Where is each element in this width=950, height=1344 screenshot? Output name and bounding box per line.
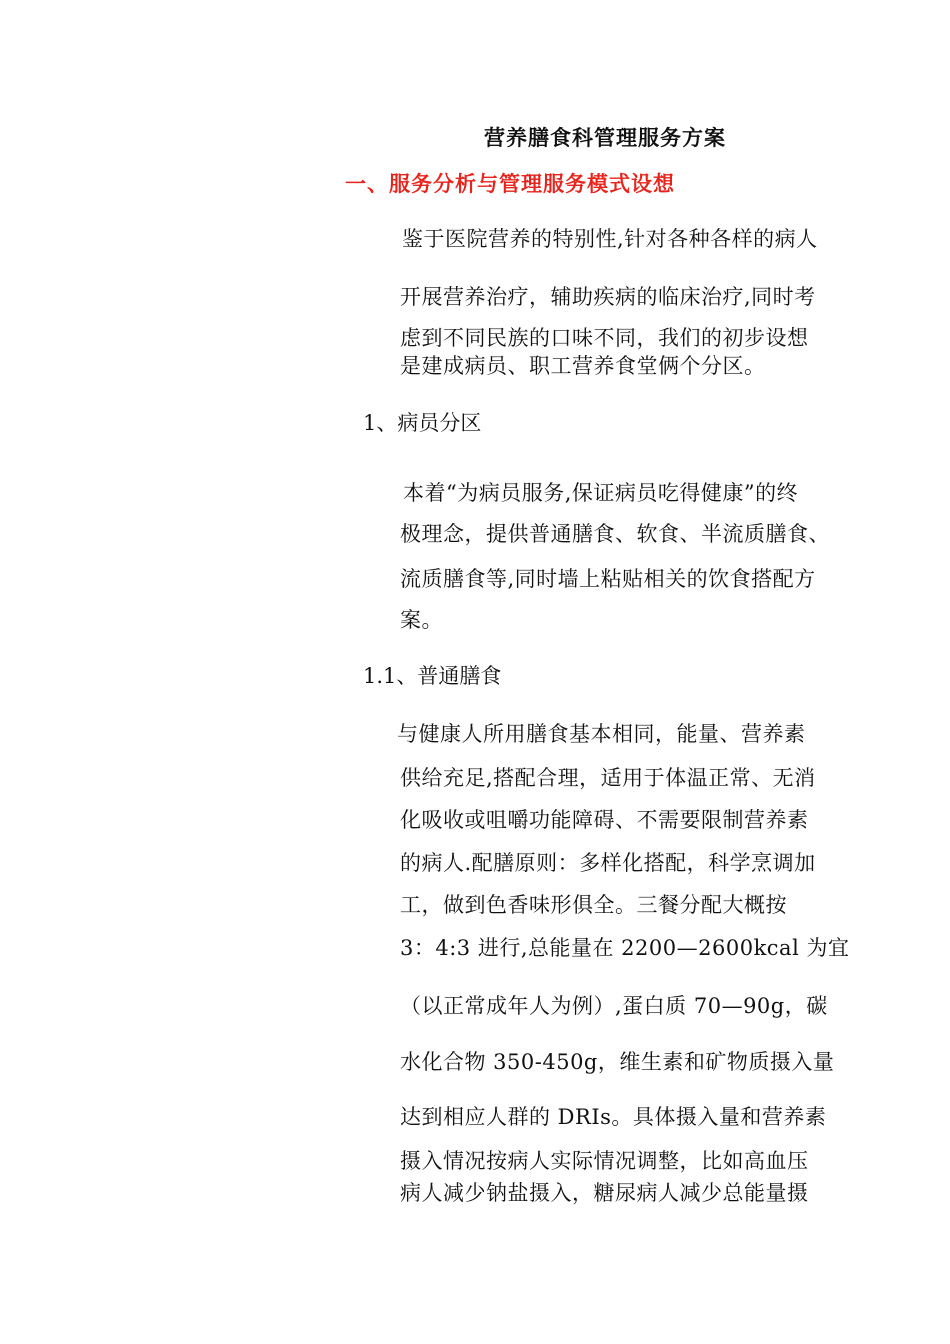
sub1-line: 极理念，提供普通膳食、软食、半流质膳食、: [400, 522, 830, 546]
sub11-line: 水化合物 350-450g，维生素和矿物质摄入量: [400, 1050, 835, 1074]
sub1-line: 案。: [400, 608, 443, 632]
sub11-line: 达到相应人群的 DRIs。具体摄入量和营养素: [400, 1105, 827, 1129]
sub11-line: 化吸收或咀嚼功能障碍、不需要限制营养素: [400, 808, 809, 832]
subsection-heading: 1.1、普通膳食: [363, 664, 502, 688]
sub11-line: 与健康人所用膳食基本相同，能量、营养素: [397, 722, 806, 746]
sub11-line: 工，做到色香味形俱全。三餐分配大概按: [400, 893, 787, 917]
sub1-line: 流质膳食等,同时墙上粘贴相关的饮食搭配方: [400, 567, 816, 591]
document-title: 营养膳食科管理服务方案: [484, 126, 726, 150]
intro-line: 鉴于医院营养的特别性,针对各种各样的病人: [402, 227, 818, 251]
subsection-heading: 1、病员分区: [363, 411, 482, 435]
sub11-line: （以正常成年人为例）,蛋白质 70—90g，碳: [400, 994, 828, 1018]
intro-line: 开展营养治疗，辅助疾病的临床治疗,同时考: [400, 285, 816, 309]
sub11-line: 的病人.配膳原则：多样化搭配，科学烹调加: [400, 851, 816, 875]
intro-line: 虑到不同民族的口味不同，我们的初步设想: [400, 326, 809, 350]
sub11-line: 供给充足,搭配合理，适用于体温正常、无消: [400, 766, 816, 790]
sub11-line: 3：4:3 进行,总能量在 2200—2600kcal 为宜: [400, 936, 850, 960]
sub11-line: 摄入情况按病人实际情况调整，比如高血压: [400, 1149, 809, 1173]
section-heading: 一、服务分析与管理服务模式设想: [345, 172, 675, 196]
intro-line: 是建成病员、职工营养食堂俩个分区。: [400, 354, 766, 378]
sub1-line: 本着“为病员服务,保证病员吃得健康”的终: [403, 481, 799, 505]
sub11-line: 病人减少钠盐摄入，糖尿病人减少总能量摄: [400, 1181, 809, 1205]
